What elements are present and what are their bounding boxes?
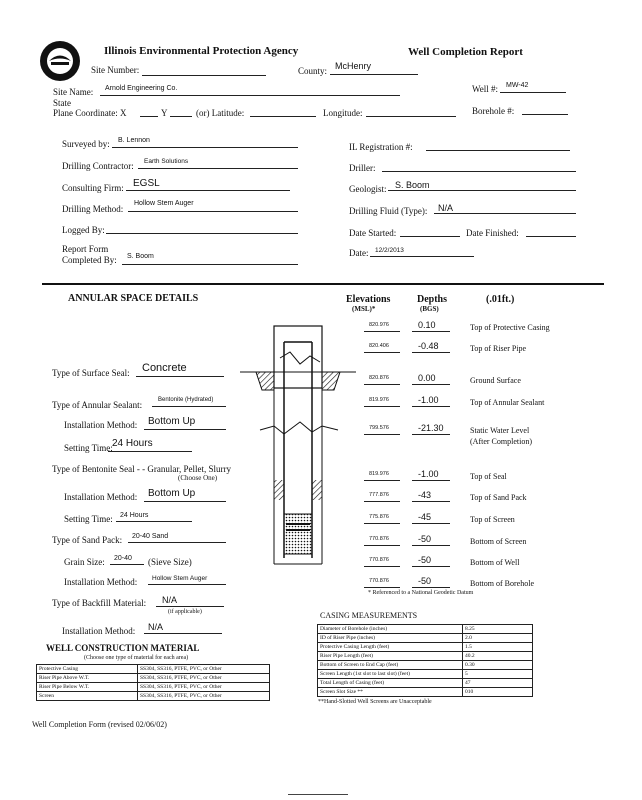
depth-point-label: Top of Riser Pipe xyxy=(470,344,527,353)
consulting-firm-label: Consulting Firm: xyxy=(62,183,124,193)
drilling-fluid-value: N/A xyxy=(438,203,454,213)
completed-by-value: S. Boom xyxy=(127,253,154,260)
elevation-field[interactable] xyxy=(364,384,400,385)
drilling-fluid-label: Drilling Fluid (Type): xyxy=(349,206,428,216)
casing-measure-label: Screen Length (1st slot to last slot) (feet) xyxy=(318,670,463,679)
casing-row xyxy=(318,670,533,679)
annular-sealant-label: Type of Annular Sealant: xyxy=(52,400,143,410)
casing-measure-value[interactable]: 010 xyxy=(463,688,533,697)
county-label: County: xyxy=(298,66,328,76)
elevation-field[interactable] xyxy=(364,352,400,353)
depth-field[interactable] xyxy=(412,566,450,567)
backfill-field[interactable] xyxy=(156,606,224,607)
depth-value: -1.00 xyxy=(418,395,439,405)
geologist-field[interactable] xyxy=(388,190,576,191)
borehole-field[interactable] xyxy=(522,114,568,115)
casing-footnote: **Hand-Slotted Well Screens are Unacceptable xyxy=(318,699,432,705)
construction-row xyxy=(37,683,270,692)
depth-point-label: Top of Protective Casing xyxy=(470,323,550,332)
depth-point-label: Top of Screen xyxy=(470,515,515,524)
elevation-value: 770.876 xyxy=(369,557,389,563)
elevation-field[interactable] xyxy=(364,434,400,435)
depth-value: -45 xyxy=(418,512,432,522)
backfill-label: Type of Backfill Material: xyxy=(52,598,147,608)
casing-row xyxy=(318,625,533,634)
consulting-firm-field[interactable] xyxy=(126,190,290,191)
casing-measure-value[interactable]: 5 xyxy=(463,670,533,679)
elevation-value: 777.876 xyxy=(369,492,389,498)
site-number-field[interactable] xyxy=(142,75,266,76)
casing-measure-value[interactable]: 2.0 xyxy=(463,634,533,643)
y-label: Y xyxy=(161,108,168,118)
casing-title: CASING MEASUREMENTS xyxy=(320,611,418,620)
casing-measure-label: Protective Casing Length (feet) xyxy=(318,643,463,652)
completed-by-field[interactable] xyxy=(122,264,298,265)
state-label: State xyxy=(53,98,71,108)
construction-area: Riser Pipe Below W.T. xyxy=(37,683,138,692)
install-method-value-2: Bottom Up xyxy=(148,488,196,499)
completed-by-label: Completed By: xyxy=(62,255,117,265)
setting-time-field-2[interactable] xyxy=(116,521,192,522)
casing-measure-label: ID of Riser Pipe (inches) xyxy=(318,634,463,643)
agency-title: Illinois Environmental Protection Agency xyxy=(104,45,299,57)
depth-field[interactable] xyxy=(412,434,450,435)
drilling-method-value: Hollow Stem Auger xyxy=(134,200,194,207)
elevation-value: 775.876 xyxy=(369,514,389,520)
casing-measure-value[interactable]: 40.2 xyxy=(463,652,533,661)
install-method-label-4: Installation Method: xyxy=(62,626,136,636)
elevation-field[interactable] xyxy=(364,587,400,588)
well-diagram xyxy=(240,318,356,580)
depth-point-label: Top of Annular Sealant xyxy=(470,398,545,407)
elevation-value: 820.976 xyxy=(369,322,389,328)
casing-measure-value[interactable]: 8.25 xyxy=(463,625,533,634)
date-label: Date: xyxy=(349,248,369,258)
depth-value: -1.00 xyxy=(418,469,439,479)
elevation-value: 770.876 xyxy=(369,578,389,584)
casing-measure-label: Bottom of Screen to End Cap (feet) xyxy=(318,661,463,670)
elevation-value: 820.876 xyxy=(369,375,389,381)
logged-by-label: Logged By: xyxy=(62,225,105,235)
report-title: Well Completion Report xyxy=(408,46,523,58)
depth-point-sublabel: (After Completion) xyxy=(470,437,532,446)
setting-time-value-1: 24 Hours xyxy=(112,438,153,449)
well-no-value: MW-42 xyxy=(506,82,529,89)
county-value: McHenry xyxy=(335,61,372,71)
casing-row xyxy=(318,688,533,697)
precision-header: (.01ft.) xyxy=(486,294,515,305)
casing-row xyxy=(318,661,533,670)
surveyed-by-field[interactable] xyxy=(112,147,298,148)
casing-measure-label: Screen Slot Size ** xyxy=(318,688,463,697)
backfill-value: N/A xyxy=(162,595,178,605)
surface-seal-field[interactable] xyxy=(136,376,224,377)
depth-value: -21.30 xyxy=(418,423,444,433)
elevation-value: 819.976 xyxy=(369,397,389,403)
depth-point-label: Top of Seal xyxy=(470,472,507,481)
depths-subheader: (BGS) xyxy=(420,305,439,313)
install-method-label-1: Installation Method: xyxy=(64,420,138,430)
elevations-header: Elevations xyxy=(346,294,391,305)
surface-seal-label: Type of Surface Seal: xyxy=(52,368,130,378)
depth-point-label: Static Water Level xyxy=(470,426,530,435)
construction-row xyxy=(37,665,270,674)
site-name-value: Arnold Engineering Co. xyxy=(105,85,178,92)
depth-field[interactable] xyxy=(412,331,450,332)
date-field[interactable] xyxy=(370,256,474,257)
geologist-label: Geologist: xyxy=(349,184,387,194)
elevation-value: 799.576 xyxy=(369,425,389,431)
date-started-label: Date Started: xyxy=(349,228,397,238)
depth-field[interactable] xyxy=(412,352,450,353)
install-method-field-2[interactable] xyxy=(144,501,226,502)
drilling-contractor-field[interactable] xyxy=(138,168,298,169)
plane-coord-label: Plane Coordinate: X xyxy=(53,108,127,118)
section-divider xyxy=(42,283,604,285)
elevation-value: 820.406 xyxy=(369,343,389,349)
drilling-method-field[interactable] xyxy=(128,211,298,212)
construction-material-options[interactable]: SS304, SS316, PTFE, PVC, or Other xyxy=(138,674,270,683)
elevation-field[interactable] xyxy=(364,406,400,407)
site-name-label: Site Name: xyxy=(53,87,94,97)
depth-value: -43 xyxy=(418,490,432,500)
longitude-field[interactable] xyxy=(366,116,456,117)
drilling-contractor-label: Drilling Contractor: xyxy=(62,161,134,171)
driller-field[interactable] xyxy=(382,171,576,172)
grain-size-value: 20-40 xyxy=(114,555,132,562)
if-applicable-note: (if applicable) xyxy=(168,609,202,615)
annular-sealant-field[interactable] xyxy=(152,406,226,407)
install-method-field-1[interactable] xyxy=(144,429,226,430)
depth-field[interactable] xyxy=(412,480,450,481)
install-method-value-4: N/A xyxy=(148,622,164,632)
casing-measure-value[interactable]: 47 xyxy=(463,679,533,688)
depth-value: 0.10 xyxy=(418,320,436,330)
date-started-field[interactable] xyxy=(400,236,460,237)
date-finished-label: Date Finished: xyxy=(466,228,519,238)
depth-point-label: Ground Surface xyxy=(470,376,521,385)
depth-value: -50 xyxy=(418,576,432,586)
construction-row xyxy=(37,674,270,683)
construction-material-options[interactable]: SS304, SS316, PTFE, PVC, or Other xyxy=(138,683,270,692)
depth-field[interactable] xyxy=(412,384,450,385)
depth-value: -50 xyxy=(418,555,432,565)
surveyed-by-label: Surveyed by: xyxy=(62,139,110,149)
elevation-field[interactable] xyxy=(364,545,400,546)
setting-time-value-2: 24 Hours xyxy=(120,512,149,519)
choose-one-note: (Choose One) xyxy=(178,474,218,482)
construction-area: Riser Pipe Above W.T. xyxy=(37,674,138,683)
latitude-field[interactable] xyxy=(250,116,316,117)
install-method-value-3: Hollow Stem Auger xyxy=(152,575,208,582)
construction-area: Protective Casing xyxy=(37,665,138,674)
date-finished-field[interactable] xyxy=(526,236,576,237)
depth-point-label: Bottom of Borehole xyxy=(470,579,534,588)
depth-field[interactable] xyxy=(412,545,450,546)
install-method-label-3: Installation Method: xyxy=(64,577,138,587)
construction-material-options[interactable]: SS304, SS316, PTFE, PVC, or Other xyxy=(138,665,270,674)
depth-field[interactable] xyxy=(412,501,450,502)
report-form-label: Report Form xyxy=(62,244,109,254)
form-revision-label: Well Completion Form (revised 02/06/02) xyxy=(32,720,167,729)
setting-time-label-1: Setting Time: xyxy=(64,443,113,453)
casing-measure-label: Diameter of Borehole (inches) xyxy=(318,625,463,634)
casing-row xyxy=(318,634,533,643)
elevation-field[interactable] xyxy=(364,480,400,481)
elevation-field[interactable] xyxy=(364,501,400,502)
annular-sealant-value: Bentonite (Hydrated) xyxy=(158,397,214,403)
construction-material-options[interactable]: SS304, SS316, PTFE, PVC, or Other xyxy=(138,692,270,701)
il-registration-label: IL Registration #: xyxy=(349,142,413,152)
drilling-fluid-field[interactable] xyxy=(434,213,576,214)
page-footer-line xyxy=(288,794,348,795)
casing-row xyxy=(318,652,533,661)
logged-by-field[interactable] xyxy=(106,233,298,234)
county-field[interactable] xyxy=(330,74,418,75)
depth-point-label: Bottom of Screen xyxy=(470,537,527,546)
sand-pack-value: 20-40 Sand xyxy=(132,533,169,540)
il-registration-field[interactable] xyxy=(426,150,570,151)
elevation-field[interactable] xyxy=(364,331,400,332)
site-number-label: Site Number: xyxy=(91,65,140,75)
geologist-value: S. Boom xyxy=(395,180,430,190)
depth-field[interactable] xyxy=(412,587,450,588)
date-value: 12/2/2013 xyxy=(375,247,404,254)
driller-label: Driller: xyxy=(349,163,376,173)
install-method-label-2: Installation Method: xyxy=(64,492,138,502)
surveyed-by-value: B. Lennon xyxy=(118,137,150,144)
casing-measure-label: Riser Pipe Length (feet) xyxy=(318,652,463,661)
depth-point-label: Top of Sand Pack xyxy=(470,493,527,502)
construction-area: Screen xyxy=(37,692,138,701)
casing-measure-value[interactable]: 1.5 xyxy=(463,643,533,652)
elevation-value: 770.876 xyxy=(369,536,389,542)
consulting-firm-value: EGSL xyxy=(133,178,160,189)
elevation-value: 819.976 xyxy=(369,471,389,477)
sand-pack-label: Type of Sand Pack: xyxy=(52,535,123,545)
depth-point-label: Bottom of Well xyxy=(470,558,520,567)
depth-value: -0.48 xyxy=(418,341,439,351)
site-name-field[interactable] xyxy=(100,95,400,96)
setting-time-label-2: Setting Time: xyxy=(64,514,113,524)
depth-field[interactable] xyxy=(412,523,450,524)
construction-row xyxy=(37,692,270,701)
install-method-field-3[interactable] xyxy=(148,584,226,585)
borehole-label: Borehole #: xyxy=(472,106,515,116)
setting-time-field-1[interactable] xyxy=(108,451,192,452)
annular-title: ANNULAR SPACE DETAILS xyxy=(68,293,199,304)
construction-table xyxy=(36,664,270,701)
elevations-subheader: (MSL)* xyxy=(352,305,376,313)
casing-row xyxy=(318,679,533,688)
sieve-size-note: (Sieve Size) xyxy=(148,557,192,567)
elevation-field[interactable] xyxy=(364,566,400,567)
surface-seal-value: Concrete xyxy=(142,362,187,374)
longitude-label: Longitude: xyxy=(323,108,363,118)
grain-size-field[interactable] xyxy=(110,564,144,565)
sand-pack-field[interactable] xyxy=(128,542,226,543)
casing-table xyxy=(317,624,533,697)
well-no-field[interactable] xyxy=(500,92,566,93)
install-method-field-4[interactable] xyxy=(144,633,222,634)
agency-logo xyxy=(39,40,81,82)
well-no-label: Well #: xyxy=(472,84,499,94)
depths-header: Depths xyxy=(417,294,448,305)
casing-measure-value[interactable]: 0.30 xyxy=(463,661,533,670)
drilling-contractor-value: Earth Solutions xyxy=(144,158,189,165)
construction-subtitle: (Choose one type of material for each area) xyxy=(84,655,189,661)
drilling-method-label: Drilling Method: xyxy=(62,204,124,214)
bentonite-seal-label: Type of Bentonite Seal - - Granular, Pellet, Slurry xyxy=(52,464,231,474)
elevation-field[interactable] xyxy=(364,523,400,524)
casing-row xyxy=(318,643,533,652)
casing-measure-label: Total Length of Casing (feet) xyxy=(318,679,463,688)
construction-title: WELL CONSTRUCTION MATERIAL xyxy=(46,643,200,653)
latitude-label: (or) Latitude: xyxy=(196,108,245,118)
install-method-value-1: Bottom Up xyxy=(148,416,196,427)
depth-value: 0.00 xyxy=(418,373,436,383)
depth-value: -50 xyxy=(418,534,432,544)
datum-footnote: * Referenced to a National Geodetic Datum xyxy=(368,590,474,596)
grain-size-label: Grain Size: xyxy=(64,557,105,567)
depth-field[interactable] xyxy=(412,406,450,407)
